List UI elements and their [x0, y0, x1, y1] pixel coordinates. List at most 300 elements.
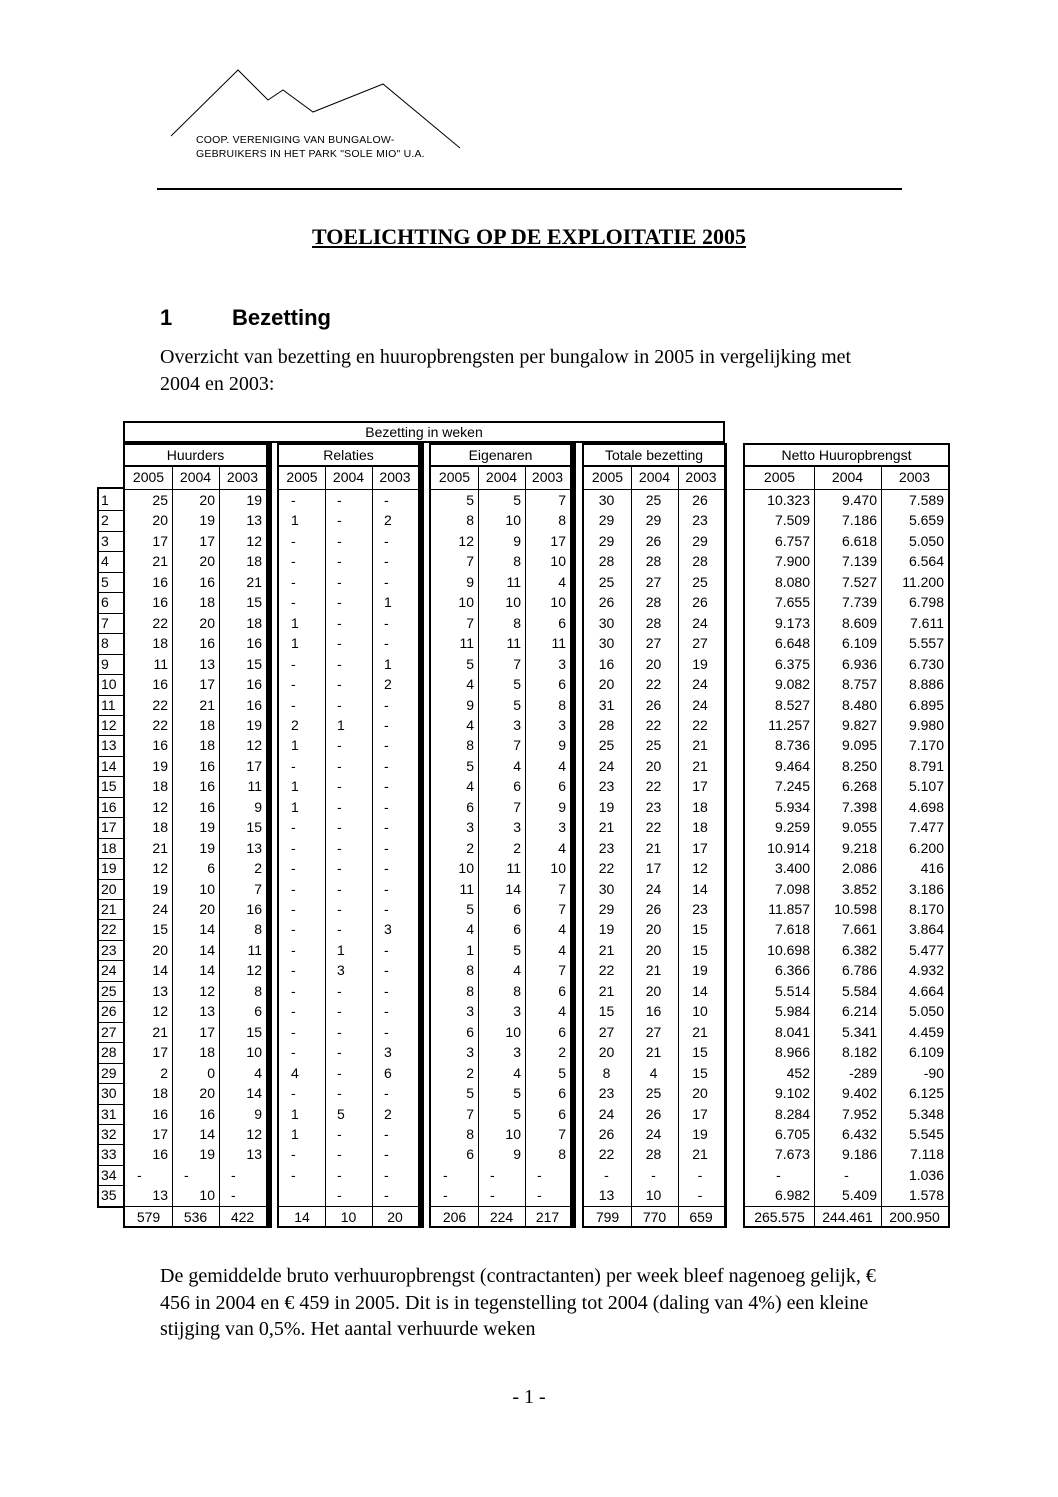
table-cell: 6.982: [774, 1187, 810, 1204]
table-cell: -: [291, 492, 296, 508]
table-cell: 22: [598, 1146, 615, 1163]
table-cell: 6.730: [908, 655, 944, 672]
table-cell: 6.109: [908, 1044, 944, 1061]
table-cell: 29: [598, 901, 615, 917]
table-cell: 8.250: [841, 757, 877, 774]
table-cell: -: [384, 982, 389, 999]
table-cell: 9: [513, 1146, 521, 1163]
table-cell: 7: [466, 1105, 474, 1122]
table-cell: 25: [645, 492, 662, 508]
table-cell: -: [337, 1085, 342, 1102]
table-cell: -: [231, 1187, 236, 1204]
table-cell: -: [337, 819, 342, 836]
table-cell: 1: [291, 798, 299, 815]
table-cell: 1: [291, 635, 299, 652]
table-cell: 18: [199, 594, 215, 611]
table-cell: 6.648: [774, 635, 810, 652]
table-cell: 11: [247, 778, 262, 795]
table-cell: 22: [645, 676, 662, 693]
table-cell: 6: [207, 860, 215, 877]
table-cell: 21: [152, 553, 168, 570]
table-cell: 26: [645, 532, 662, 549]
table-cell: 4: [513, 962, 521, 979]
table-cell: -: [291, 1023, 296, 1040]
table-cell: 17: [152, 532, 168, 549]
table-cell: 10.598: [834, 901, 877, 917]
table-cell: 8: [558, 696, 566, 713]
table-cell: -: [291, 1166, 296, 1183]
year-header: 2005: [438, 469, 471, 485]
table-cell: 26: [645, 901, 662, 917]
table-cell: 25: [645, 737, 662, 754]
table-cell: 25: [598, 737, 615, 754]
group-header-1: Huurders: [166, 447, 225, 463]
table-cell: 6: [513, 921, 521, 938]
table-cell: 22: [692, 716, 708, 733]
intro-paragraph: Overzicht van bezetting en huuropbrengsten per bungalow in 2005 in vergelijking met 2004 en 2003:: [160, 346, 852, 395]
table-cell: 5.984: [774, 1003, 810, 1020]
table-cell: 21: [692, 737, 708, 754]
table-cell: -: [291, 941, 296, 958]
row-number: 15: [101, 778, 117, 795]
table-cell: 8.284: [774, 1105, 810, 1122]
table-cell: -: [337, 982, 342, 999]
year-header: 2004: [332, 469, 365, 485]
table-cell: 16: [152, 676, 168, 693]
table-cell: 11.857: [768, 901, 810, 917]
table-cell: -: [337, 839, 342, 856]
table-cell: 12: [246, 1125, 262, 1142]
row-number: 10: [101, 676, 117, 693]
table-cell: 20: [645, 941, 662, 958]
row-number: 24: [101, 962, 117, 979]
table-cell: 16: [199, 757, 215, 774]
table-cell: 24: [645, 1125, 662, 1142]
table-cell: -: [291, 696, 296, 713]
year-header: 2003: [226, 469, 259, 485]
table-cell: 6: [558, 614, 566, 631]
table-cell: 2: [466, 1064, 474, 1081]
table-cell: 20: [152, 512, 168, 529]
table-cell: 8: [466, 962, 474, 979]
table-cell: -: [443, 1166, 448, 1183]
table-cell: 17: [692, 778, 708, 795]
table-cell: -: [337, 1166, 342, 1183]
table-cell: 31: [598, 696, 615, 713]
year-header: 2004: [179, 469, 212, 485]
table-cell: -289: [848, 1064, 877, 1081]
table-cell: 22: [152, 696, 168, 713]
row-number: 25: [101, 982, 117, 999]
row-number: 31: [101, 1105, 117, 1122]
table-cell: -: [291, 676, 296, 693]
table-cell: 27: [645, 635, 662, 652]
table-cell: -: [291, 860, 296, 877]
table-cell: 28: [645, 614, 662, 631]
table-cell: 20: [152, 941, 168, 958]
table-cell: 20: [645, 921, 662, 938]
table-cell: 6: [384, 1064, 392, 1081]
table-cell: -: [384, 757, 389, 774]
row-number: 14: [101, 757, 117, 774]
column-divider: [478, 465, 479, 1228]
table-cell: 2: [384, 1105, 392, 1122]
table-cell: 16: [152, 573, 168, 590]
table-cell: 1: [337, 941, 345, 958]
table-cell: 11: [153, 655, 168, 672]
table-cell: -: [384, 492, 389, 508]
row-number: 21: [101, 901, 117, 917]
table-cell: 5: [337, 1105, 345, 1122]
table-cell: 19: [199, 819, 215, 836]
table-cell: 18: [152, 1085, 168, 1102]
table-cell: 21: [598, 819, 615, 836]
table-cell: 26: [645, 1105, 662, 1122]
table-cell: -: [291, 1085, 296, 1102]
table-cell: 3.864: [908, 921, 944, 938]
table-cell: 11: [247, 941, 262, 958]
table-cell: -: [384, 798, 389, 815]
table-cell: 7: [513, 655, 521, 672]
total-cell: 200.950: [889, 1208, 940, 1225]
table-cell: -: [384, 778, 389, 795]
table-cell: -: [337, 696, 342, 713]
table-cell: 30: [598, 614, 615, 631]
table-cell: 7.527: [841, 573, 877, 590]
table-cell: 7: [254, 880, 262, 897]
table-cell: 6.214: [841, 1003, 877, 1020]
table-cell: 24: [152, 901, 168, 917]
table-cell: 24: [692, 676, 708, 693]
table-cell: -: [337, 1064, 342, 1081]
table-cell: 7.477: [908, 819, 944, 836]
table-cell: 11.200: [902, 573, 944, 590]
table-cell: 20: [598, 1044, 615, 1061]
table-cell: 8.609: [841, 614, 877, 631]
table-cell: 22: [152, 614, 168, 631]
table-cell: 6.375: [774, 655, 810, 672]
year-header: 2003: [379, 469, 411, 485]
column-divider: [525, 465, 526, 1228]
association-logo: [163, 62, 463, 172]
table-cell: -: [776, 1166, 781, 1183]
table-cell: 21: [246, 573, 262, 590]
table-cell: -: [291, 532, 296, 549]
table-cell: -: [337, 492, 342, 508]
group-separator: [268, 443, 272, 1228]
table-cell: 14: [692, 982, 708, 999]
table-cell: 9.082: [774, 676, 810, 693]
table-cell: 15: [692, 1064, 708, 1081]
table-cell: 8.080: [774, 573, 810, 590]
table-cell: 7.170: [908, 737, 944, 754]
table-cell: 6.757: [774, 532, 810, 549]
table-cell: -: [291, 982, 296, 999]
table-cell: 9: [254, 798, 262, 815]
table-cell: 21: [598, 941, 615, 958]
table-cell: 4: [466, 716, 474, 733]
table-cell: 20: [199, 901, 215, 917]
table-cell: 12: [152, 1003, 168, 1020]
group-separator: [420, 443, 424, 1228]
total-cell: 422: [230, 1208, 255, 1225]
column-divider: [678, 465, 679, 1228]
table-cell: 6.564: [908, 553, 944, 570]
table-cell: 7.739: [841, 594, 877, 611]
table-cell: 17: [692, 1105, 708, 1122]
table-cell: 26: [692, 492, 708, 508]
table-cell: 16: [152, 594, 168, 611]
table-cell: -: [384, 1085, 389, 1102]
table-cell: -: [337, 1146, 342, 1163]
table-cell: -: [384, 819, 389, 836]
table-cell: 8: [466, 982, 474, 999]
table-cell: 6: [254, 1003, 262, 1020]
table-cell: 16: [645, 1003, 662, 1020]
table-cell: -: [337, 614, 342, 631]
table-cell: 5.545: [908, 1125, 944, 1142]
table-cell: -: [337, 798, 342, 815]
total-cell: 10: [340, 1208, 357, 1225]
table-cell: 9: [466, 696, 474, 713]
table-cell: 7.589: [908, 492, 944, 508]
year-header: 2005: [132, 469, 165, 485]
table-cell: 6: [558, 676, 566, 693]
year-header: 2004: [485, 469, 518, 485]
table-cell: 3: [558, 655, 566, 672]
table-cell: 12: [458, 532, 474, 549]
table-cell: -: [384, 716, 389, 733]
table-cell: 13: [246, 512, 262, 529]
total-cell: 265.575: [754, 1208, 805, 1225]
table-cell: -: [384, 737, 389, 754]
total-cell: 244.461: [822, 1208, 873, 1225]
table-cell: 13: [246, 1146, 262, 1163]
table-cell: 24: [692, 696, 708, 713]
table-cell: 30: [598, 492, 615, 508]
table-cell: 10: [505, 1125, 521, 1142]
table-cell: 28: [598, 553, 615, 570]
table-cell: -: [291, 1044, 296, 1061]
table-cell: 7.611: [910, 614, 944, 631]
table-cell: 17: [199, 532, 215, 549]
row-number: 33: [101, 1146, 117, 1163]
year-header: 2003: [685, 469, 717, 485]
table-cell: -: [137, 1166, 142, 1183]
table-cell: 4: [558, 573, 566, 590]
table-cell: 6.125: [908, 1085, 944, 1102]
logo-line-1: COOP. VERENIGING VAN BUNGALOW-: [196, 134, 395, 146]
table-cell: 10.698: [767, 941, 810, 958]
table-cell: 15: [152, 921, 168, 938]
table-cell: 17: [692, 839, 708, 856]
table-cell: 17: [199, 676, 215, 693]
table-cell: 8.041: [774, 1023, 810, 1040]
table-cell: 10: [199, 1187, 215, 1204]
table-cell: 8: [466, 512, 474, 529]
table-cell: 5.348: [908, 1105, 944, 1122]
table-cell: 5: [466, 901, 474, 917]
row-number: 29: [101, 1064, 117, 1081]
table-cell: 1: [291, 512, 299, 529]
row-number: 13: [101, 737, 117, 754]
header-rule: [157, 188, 902, 190]
table-cell: 8.966: [774, 1044, 810, 1061]
table-cell: 7.618: [774, 921, 810, 938]
table-cell: 21: [645, 962, 662, 979]
table-cell: -: [384, 1187, 389, 1204]
table-cell: -: [337, 1003, 342, 1020]
table-cell: 26: [598, 1125, 615, 1142]
table-cell: 28: [645, 594, 662, 611]
table-cell: 18: [199, 737, 215, 754]
total-cell: 579: [136, 1208, 161, 1225]
table-cell: 27: [692, 635, 708, 652]
table-cell: -: [231, 1166, 236, 1183]
table-cell: 14: [505, 880, 521, 897]
table-cell: 2.086: [841, 860, 877, 877]
table-cell: -: [337, 553, 342, 570]
table-cell: 3: [513, 1044, 521, 1061]
table-cell: 14: [199, 962, 215, 979]
table-cell: 5: [513, 941, 521, 958]
column-divider: [172, 465, 173, 1228]
table-cell: 6: [558, 982, 566, 999]
table-cell: 19: [692, 655, 708, 672]
table-cell: 6.798: [908, 594, 944, 611]
table-cell: 6.618: [841, 532, 877, 549]
table-cell: -: [384, 860, 389, 877]
table-cell: 7.245: [774, 778, 810, 795]
table-cell: 9.173: [774, 614, 810, 631]
table-cell: 2: [291, 716, 299, 733]
table-cell: 3.186: [908, 880, 944, 897]
table-cell: 8: [513, 614, 521, 631]
year-header: 2005: [763, 469, 796, 485]
table-cell: 9: [558, 798, 566, 815]
table-cell: -: [537, 1166, 542, 1183]
table-cell: 27: [598, 1023, 615, 1040]
table-cell: 5: [513, 1085, 521, 1102]
table-cell: 2: [160, 1064, 168, 1081]
row-number: 23: [101, 941, 117, 958]
year-header: 2003: [531, 469, 564, 485]
table-cell: 6.366: [774, 962, 810, 979]
row-number: 1: [101, 492, 109, 508]
table-cell: 16: [152, 737, 168, 754]
year-header: 2004: [638, 469, 671, 485]
table-cell: 3: [466, 1003, 474, 1020]
table-cell: -: [291, 757, 296, 774]
table-cell: 8: [558, 1146, 566, 1163]
table-cell: 23: [645, 798, 662, 815]
table-cell: 452: [786, 1064, 810, 1081]
group-header-4: Totale bezetting: [604, 447, 704, 463]
table-cell: -: [337, 860, 342, 877]
table-cell: -: [384, 1146, 389, 1163]
table-cell: 17: [246, 757, 262, 774]
table-cell: -: [291, 1146, 296, 1163]
table-cell: -: [384, 573, 389, 590]
total-cell: 224: [489, 1208, 514, 1225]
table-cell: 7: [466, 553, 474, 570]
table-cell: 29: [645, 512, 662, 529]
table-cell: 16: [199, 778, 215, 795]
table-cell: 11: [551, 635, 566, 652]
table-cell: 1: [384, 594, 392, 611]
table-cell: 11: [506, 635, 521, 652]
table-cell: 28: [598, 716, 615, 733]
table-cell: 10: [550, 860, 566, 877]
table-cell: 8: [466, 737, 474, 754]
table-cell: 17: [152, 1125, 168, 1142]
table-cell: 16: [246, 635, 262, 652]
table-cell: 8: [513, 982, 521, 999]
table-cell: 5.934: [774, 798, 810, 815]
table-cell: 22: [645, 716, 662, 733]
table-cell: 4.664: [908, 982, 944, 999]
table-cell: -: [384, 941, 389, 958]
table-cell: 8: [254, 921, 262, 938]
row-number: 3: [101, 532, 109, 549]
table-cell: -: [337, 757, 342, 774]
table-cell: 27: [645, 573, 662, 590]
table-cell: 28: [645, 553, 662, 570]
table-cell: 18: [692, 819, 708, 836]
table-cell: -: [490, 1166, 495, 1183]
table-cell: 18: [199, 1044, 215, 1061]
table-cell: 5: [466, 757, 474, 774]
table-cell: 9.055: [841, 819, 877, 836]
row-number: 4: [101, 553, 109, 570]
table-cell: -: [604, 1166, 609, 1183]
table-cell: 7.186: [841, 512, 877, 529]
row-number: 19: [101, 860, 117, 877]
table-cell: 21: [598, 982, 615, 999]
table-cell: -: [184, 1166, 189, 1183]
table-cell: 8.170: [908, 901, 944, 917]
table-cell: 13: [246, 839, 262, 856]
table-cell: 4: [558, 941, 566, 958]
table-cell: 3: [513, 716, 521, 733]
table-cell: 18: [152, 819, 168, 836]
table-cell: 10: [199, 880, 215, 897]
table-cell: 12: [152, 860, 168, 877]
table-cell: 18: [692, 798, 708, 815]
table-cell: 5.050: [908, 532, 944, 549]
table-cell: 10: [505, 512, 521, 529]
table-cell: 17: [199, 1023, 215, 1040]
table-cell: 15: [246, 655, 262, 672]
table-cell: 9.259: [774, 819, 810, 836]
table-cell: 19: [598, 921, 615, 938]
table-cell: 19: [199, 839, 215, 856]
table-cell: 30: [598, 635, 615, 652]
column-divider: [219, 465, 220, 1228]
table-cell: 16: [246, 901, 262, 917]
table-cell: 21: [692, 1023, 708, 1040]
table-cell: 3.400: [774, 860, 810, 877]
table-cell: 19: [199, 512, 215, 529]
table-cell: 13: [152, 982, 168, 999]
table-cell: 8.757: [841, 676, 877, 693]
table-cell: 5.477: [908, 941, 944, 958]
table-cell: -: [337, 594, 342, 611]
table-cell: -: [337, 1044, 342, 1061]
row-number: 17: [101, 819, 117, 836]
table-cell: 10: [505, 1023, 521, 1040]
table-cell: 19: [152, 757, 168, 774]
